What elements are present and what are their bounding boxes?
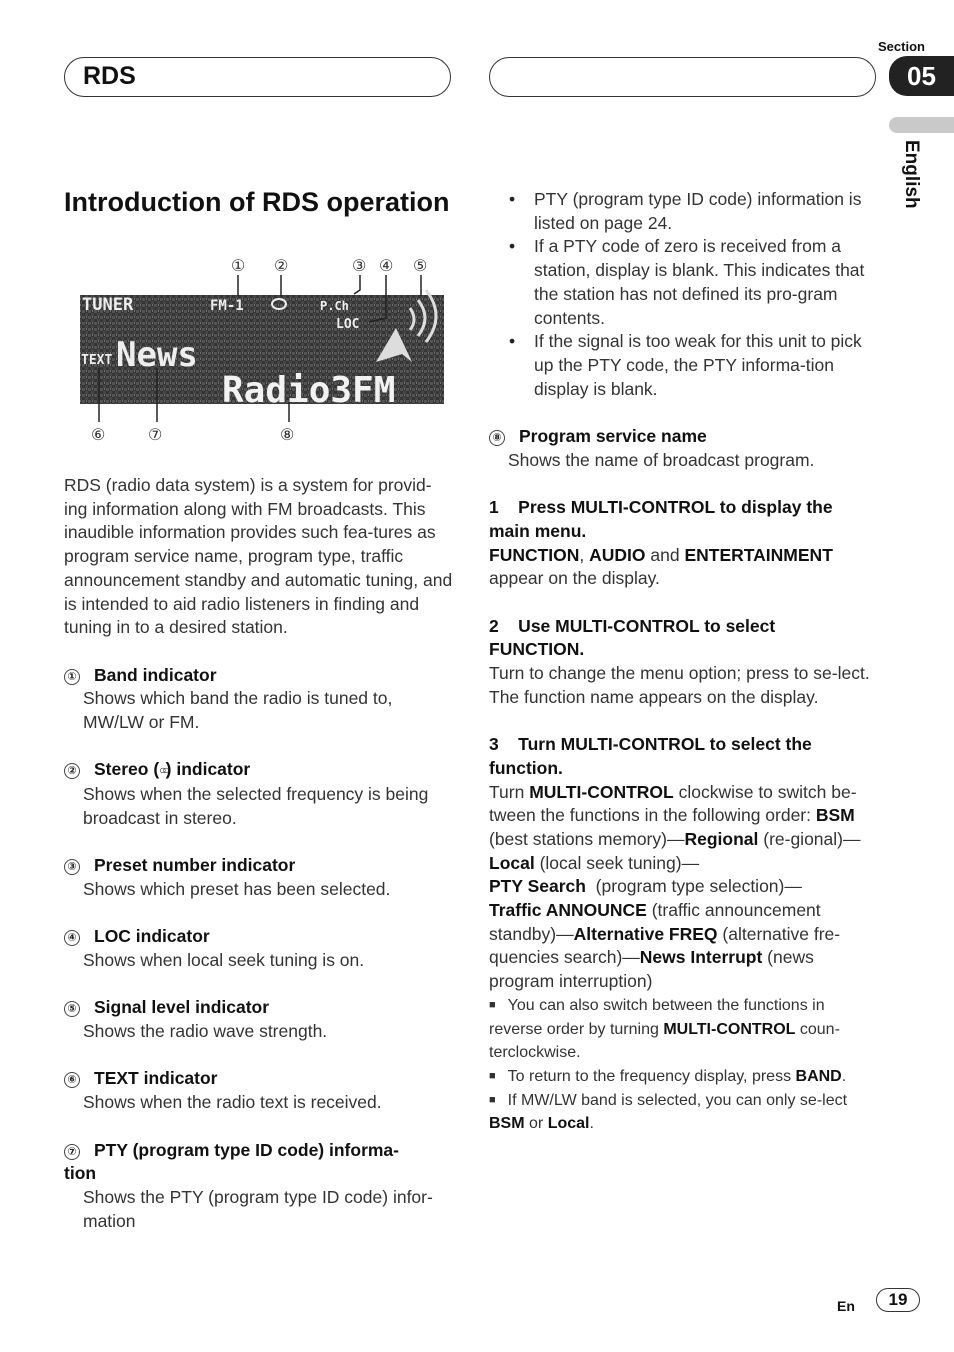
page-number: 19 (876, 1288, 920, 1312)
text: (news program interruption) (489, 947, 814, 992)
lcd-preset: P.Ch (320, 299, 349, 313)
function-pty-search: PTY Search (489, 876, 586, 897)
item-description: Shows the name of broadcast program. (508, 449, 815, 470)
left-column (64, 474, 454, 1233)
text: . (589, 1115, 594, 1133)
item-pty (64, 1139, 454, 1234)
lcd-illustration (64, 250, 454, 450)
step-3 (489, 733, 875, 1136)
item-stereo (64, 758, 454, 830)
lcd-tuner: TUNER (82, 295, 134, 315)
right-column (489, 188, 875, 1136)
text: You can also switch between the functions in reverse order by turning (489, 996, 825, 1038)
step-text: The function name appears on the display. (489, 686, 819, 707)
function-name: Local (547, 1115, 590, 1133)
item-description: Shows which preset has been selected. (83, 878, 391, 899)
item-band (64, 664, 454, 735)
pty-notes-list (489, 188, 875, 401)
item-number: ⑤ (64, 1001, 80, 1017)
footer-language: En (837, 1298, 855, 1314)
step-text: Turn to change the menu option; press to se-lect. (489, 663, 870, 684)
callout-5: ⑤ (413, 256, 428, 275)
text: (re-gional)— (758, 828, 861, 849)
item-description: Shows which band the radio is tuned to, MW/LW or FM. (83, 688, 393, 733)
item-title: Preset number indicator (94, 855, 296, 876)
function-alternative-freq: Alternative FREQ (573, 923, 718, 944)
text: Turn (489, 781, 530, 802)
item-program-service (489, 425, 875, 472)
lcd-station: Radio3FM (222, 370, 396, 411)
item-number: ⑧ (489, 430, 505, 446)
item-loc (64, 925, 454, 972)
item-description: Shows the radio wave strength. (83, 1021, 328, 1042)
lcd-loc: LOC (336, 317, 360, 332)
callout-3: ③ (352, 256, 367, 275)
note-marker: ■ (489, 998, 496, 1011)
item-title: TEXT indicator (94, 1068, 218, 1089)
item-title: PTY (program type ID code) informa- (94, 1139, 399, 1160)
menu-function: FUNCTION (489, 544, 580, 565)
section-number-badge: 05 (889, 56, 954, 96)
text: and (645, 544, 685, 565)
callout-6: ⑥ (91, 425, 106, 444)
language-tab (889, 117, 954, 133)
item-number: ③ (64, 859, 80, 875)
item-signal (64, 996, 454, 1043)
step-heading: 2 Use MULTI-CONTROL to select FUNCTION. (489, 615, 781, 660)
intro-paragraph: RDS (radio data system) is a system for provid-ing information along with FM broadcasts. This inaudible information provides such fea-tures as program service name, program type, traffic announcement standby and automatic tuning, and is intended to aid radio listeners in finding and tuning in to a desired station. (64, 475, 453, 638)
menu-entertainment: ENTERTAINMENT (684, 544, 833, 565)
item-title: Band indicator (94, 664, 217, 685)
item-title: LOC indicator (94, 926, 210, 947)
text: clockwise to switch be-tween the functions in the following order: (489, 781, 857, 826)
callout-8: ⑧ (280, 425, 295, 444)
text: , (579, 544, 590, 565)
empty-header-pill (489, 57, 876, 97)
page-title: Introduction of RDS operation (64, 187, 450, 217)
item-number: ④ (64, 930, 80, 946)
text: (alternative fre-quencies search)— (489, 923, 841, 968)
lcd-text: TEXT (81, 353, 113, 368)
item-title-cont: tion (64, 1163, 97, 1184)
item-number: ⑥ (64, 1072, 80, 1088)
callout-1: ① (231, 256, 246, 275)
text: (program type selection)— (585, 876, 802, 897)
chapter-title-pill (64, 57, 451, 97)
item-description: Shows when the radio text is received. (83, 1092, 382, 1113)
item-title: Stereo ( (94, 759, 160, 780)
step-heading: 3 Turn MULTI-CONTROL to select the function. (489, 734, 817, 778)
stereo-symbol: ○○ (159, 763, 166, 778)
function-name: BSM (489, 1115, 525, 1133)
button-name: BAND (795, 1067, 842, 1085)
chapter-title: RDS (83, 62, 136, 90)
step-2 (489, 615, 875, 710)
control-name: MULTI-CONTROL (529, 781, 674, 802)
step-1 (489, 496, 875, 591)
function-news-interrupt: News Interrupt (639, 947, 763, 968)
text: If MW/LW band is selected, you can only se-lect (507, 1091, 848, 1109)
item-text (64, 1067, 454, 1114)
item-number: ② (64, 763, 80, 779)
text: . (841, 1067, 847, 1085)
menu-audio: AUDIO (589, 544, 646, 565)
note-3 (489, 1089, 875, 1136)
text: To return to the frequency display, press (507, 1067, 796, 1085)
item-number: ⑦ (64, 1144, 80, 1160)
function-bsm: BSM (815, 805, 855, 826)
list-item: • PTY (program type ID code) information is listed on page 24. (489, 188, 875, 235)
text: coun-terclockwise. (489, 1020, 840, 1062)
item-title: Signal level indicator (94, 997, 270, 1018)
control-name: MULTI-CONTROL (663, 1020, 796, 1038)
list-item: • If the signal is too weak for this unit to pick up the PTY code, the PTY informa-tion display is blank. (489, 330, 875, 401)
note-2 (489, 1065, 875, 1089)
item-number: ① (64, 669, 80, 685)
section-label: Section (878, 39, 925, 54)
list-item: • If a PTY code of zero is received from a station, display is blank. This indicates that the station has not defined its pro-gram contents. (489, 235, 875, 330)
step-text (489, 781, 875, 994)
lcd-band: FM-1 (210, 298, 244, 314)
item-title: Program service name (519, 426, 707, 447)
item-description: Shows when the selected frequency is being broadcast in stereo. (83, 784, 429, 828)
callout-2: ② (274, 256, 289, 275)
text: or (524, 1115, 548, 1133)
step-text: appear on the display. (489, 568, 660, 589)
lcd-pty: News (116, 335, 198, 375)
text: (local seek tuning)— (534, 852, 700, 873)
function-regional: Regional (684, 828, 759, 849)
language-label: English (901, 140, 922, 209)
text: (best stations memory)— (489, 828, 685, 849)
item-preset (64, 854, 454, 901)
display-figure (64, 250, 454, 450)
item-title-end: ) indicator (165, 759, 251, 780)
text: (traffic announcement standby)— (489, 900, 821, 944)
callout-7: ⑦ (148, 425, 163, 444)
note-marker: ■ (489, 1069, 496, 1082)
item-description: Shows the PTY (program type ID code) infor-mation (83, 1186, 433, 1231)
function-local: Local (489, 852, 535, 873)
step-heading: 1 Press MULTI-CONTROL to display the main menu. (489, 497, 838, 541)
item-description: Shows when local seek tuning is on. (83, 950, 365, 970)
note-1 (489, 994, 875, 1065)
function-traffic-announce: Traffic ANNOUNCE (489, 900, 647, 921)
note-marker: ■ (489, 1093, 496, 1106)
callout-4: ④ (379, 256, 394, 275)
